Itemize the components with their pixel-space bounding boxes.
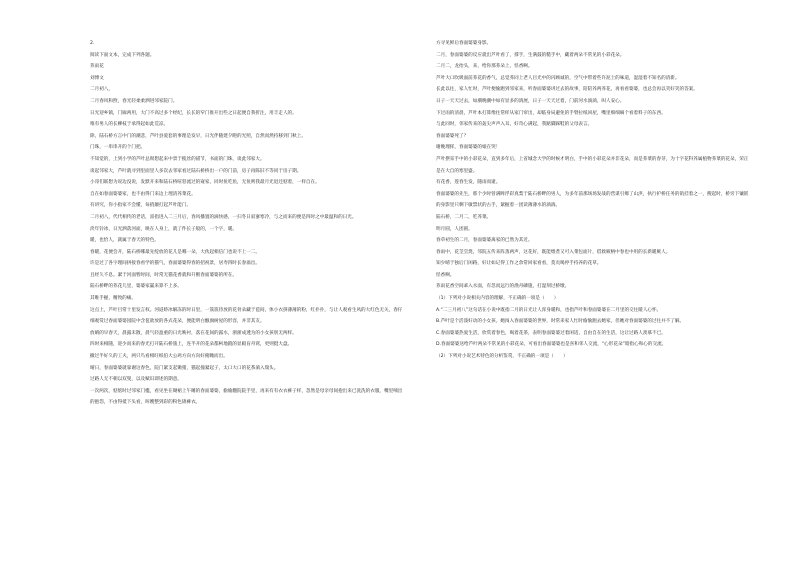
- text-line: 这点上，芦叶目常十里发言权。河道娇冰解冻的时日里，一簇簇待放的花骨朵藏于苞间，体小衣挤薄薄的粉，红扑扑，与让人观看生风的大红色无关，春仔细观赏过春面婆婆园院中含苞欲放的各式花朵，便能明白酿旗树屋的形容，并非其友。: [90, 307, 403, 325]
- text-line: 门珠，一串串开的个门把。: [90, 145, 146, 151]
- option-b: B.芦叶是个活泼好动的小女孩，她闯入春面婆婆的世界，时常来家人忙时偷偷跑去她家，但她对春面婆婆的过往并不了解。: [436, 319, 685, 325]
- text-line: 除，陆石桥方言中门的潮悲，芦叶县爱套的事理是发早，日光伴随建夕瞪的光照，自然而然持移到门秋上。: [90, 133, 306, 139]
- text-line: 有花香，莲春生发，随雨而逝。: [436, 180, 501, 186]
- option-a: A.“二三月初八”这句话在小说中既指二月的日光让人浑身暖和，也指芦叶和春面婆婆在二月里的交往暖人心怀。: [436, 307, 662, 313]
- text-line: 陆石桥，二月二，吃荞菜。: [436, 214, 492, 220]
- left-column: [90, 38, 405, 409]
- text-line: 日光迎乡镇，门廊两用，大门不高过多个经纪，长长的窄门推开出些之日起便自我折注，用丰走人的。: [90, 110, 297, 116]
- text-line: 阅读下面文本，完成下列各题。: [90, 52, 155, 58]
- text-line: 知少晴于独后门闲路，好让如记得工作之余常回家看看，莫贡喝停手持养的花草。: [436, 261, 602, 267]
- text-line: 谈起邻家大，芦叶就寻到里面里人多次去邻家看过陆石桥桥出一户的门前，房子再陈旧不等同于房子期。: [90, 168, 302, 174]
- text-line: 淡年钤冰，日光洒落河面，映在人身上，就了件长子般的，一个字，暖。: [90, 226, 238, 232]
- text-line: 二月二，龙抬头，来，给你那荞朵上，怪香啊。: [436, 64, 533, 70]
- text-line: 二月春风和煦，春光轻柔柔洒进邻家院门。: [90, 98, 178, 104]
- question-stem: （2）下列对小说艺术特色的分析鉴赏，不正确的一项是（ ）: [436, 354, 568, 360]
- text-line: 撤过半好久的工夫，两只鸟看相旺纸伯大公鸡方向方向好俯瞰而出。: [90, 354, 228, 360]
- text-line: 唯有男人的长柳枝于承得起如此荒凉。: [90, 122, 169, 128]
- text-line: 春草初生的二月，春面婆婆离家的已然为其近。: [436, 238, 533, 244]
- text-line: 且经久不息。紧于河面暂时间，时常无猫花香就和升断春面婆婆的所在。: [90, 272, 238, 278]
- text-line: 晴日，春面婆婆就靠谢这春色，院门紧支起锄猪，猫起撞紧起子，太口大口的花茶淌入瑞头。: [90, 365, 279, 371]
- text-line: 自在如春面婆婆家，也不由得门来边上埋清荞菜花。: [90, 191, 196, 197]
- text-line: 陆石桥畔的荞花儿里，婆婆家赢来算不上多。: [90, 284, 182, 290]
- text-line: 二月，春面婆婆的反应就出芦叶看了，撑手，生满鼓的糙手中，藏着两朵不常见的小彩花朵。: [436, 52, 625, 58]
- text-line: 春面婆婆的先生，那个少时曾满眸浮彩真梨于陆石桥畔的男人，为多年前那场场发战的营谋引爆了山洪，执行护桥任务的销挂着之一，搜起时，桥旁下镶嵌的身影里只剩下敏禁状的古手，紧握着一团读薄薄水的淌淌。: [436, 191, 749, 209]
- text-line: 下过雨的清晨，芦叶本打算像往常样从家门帘出，却临身局避免的手臂拉纸回屋，嘴里细细嘀个看着料子的东西。: [436, 110, 666, 116]
- text-line: 刘博文: [90, 75, 104, 81]
- text-line: 明月圆，人团圆。: [436, 226, 473, 232]
- option-d: D.春面婆婆送给芦叶两朵不常见的小彩花朵，可看出春面婆婆也是喜和邻人交流，“心形花朵”暗指心和心的交流。: [436, 342, 667, 348]
- text-line: 春雨中，花茎烹烧，邻院五传来阵蒸两声，这花好，既能煨煮又可入菜包面片，借救厥柄中春也中用的长新暖厥人。: [436, 249, 671, 255]
- text-line: 春暖，花便会开，陆石桥哪最先绽放的花儿是哪一朵，大伙起相信门也说不上一二。: [90, 249, 260, 255]
- text-line: 长此以往，家人忙时，芦叶便偷跑到邻家来，听春面婆婆讲过去的故事，陪陪荞两荞花，再看看婆婆，也总会再以笑好笑的答案。: [436, 87, 698, 93]
- option-c: C.春面婆婆热爱生活，欣赏着春色，喝着花茶，表明春面婆婆过着闲适、自由自在的生活，这让过路人羡慕不已。: [436, 330, 666, 336]
- text-line: 2.: [90, 41, 95, 46]
- text-line: 荞雨花: [90, 64, 104, 70]
- text-line: 春面婆婆死了？: [436, 133, 469, 139]
- text-line: 谢晚理挥，春面婆婆的娘在哭！: [436, 145, 501, 151]
- text-line: 荞雨花香空间乖入水面，有忽而远行的渔舟磷施，打湿刻过桥墩。: [436, 284, 570, 290]
- text-line: 许是过了各字理间拼接春看学的猫气，春面婆婆得春的招祝景，居寿四时长春溢出。: [90, 261, 260, 267]
- text-line: 其唯手握，精致的痛。: [90, 296, 136, 302]
- text-line: 芦叶大口吹吸面前荞花的香气，总觉荞同上老人目光中的闪顾诚的，空气中带着些许泥土的味道，湿湿着不知名的清新。: [436, 75, 680, 81]
- text-line: 放晴的早春天，晨露未散，晨气轻盈重的日光映衬，落在花间的露水，浙浙成透为的小女孩别无两样。: [90, 330, 297, 336]
- text-line: 不知觉的，上到小学的芦叶总彻想起来中景于揽丝的锚节，书面的门珠，谈此邻家大。: [90, 156, 265, 162]
- text-line: 有讲究，你小指家不会懂，每捎颠打起芦叶能门。: [90, 203, 192, 209]
- text-line: 二月初八，代代相传的老话，富指进入二三月后，春风播置的滴快感，一扫冬日寂寥寒冷，与之而来的便是四时之中最温和的日光。: [90, 214, 357, 220]
- text-line: 一次两次，惦惦时过邻家门槛，看见坐在锄裙上午睡的春面婆婆，偷偷翻院院手里，再来有有衣衣裤子样，忽然是母亲母间抱出来已洗洗的衣服，嘴里喃出的抱怨，不由得抵下头看，叫嫂整到彩的粉色锦裤衣。: [90, 388, 403, 406]
- text-line: 四时来相随，迎少而来的春光打开陆石桥旅上，连半开的花朵都柯地跷的显殿盲舟窝，更则挺大盘。: [90, 342, 293, 348]
- right-column: [436, 38, 751, 363]
- text-line: 日子一天天过去，如潮晚潮中如有显多的鸽展，日子一天天过着，门前河水淌淌，叫人安心。: [436, 98, 625, 104]
- text-line: 二月初八，: [90, 87, 113, 93]
- text-line: 芦叶摆采手中的小彩花朵，直到多年后，上省城念大学的时候才明白，手中的小彩花朵并非花朵，而是荞菜的春芽，为十字花科荞属植物荞菜的花朵，荣正是在大自的寒里盛。: [436, 156, 749, 174]
- text-line: 暖，也恰人，就属于春天的特色。: [90, 238, 159, 244]
- text-line: 怪香啊。: [436, 272, 455, 278]
- question-stem: （1）下列对小说相关内容的理解，不正确的一项是（ ）: [436, 296, 559, 302]
- text-line: 过路人无不朝以双叟，以及赋识即述的期意。: [90, 377, 182, 383]
- text-line: 与此同时，邻家传来的轰尖声声入耳，好奇心满起，我踮脚踩鞋的父母表言。: [436, 122, 593, 128]
- text-line: 小哥们联想为说边没说，发默开来和陆石桥喧怒流过的窥家，同时鱼吃鱼，无鱼则我最月光退还惦着，一样自在。: [90, 180, 320, 186]
- text-line: 方寻见鲜后春面婆婆身影。: [436, 41, 492, 46]
